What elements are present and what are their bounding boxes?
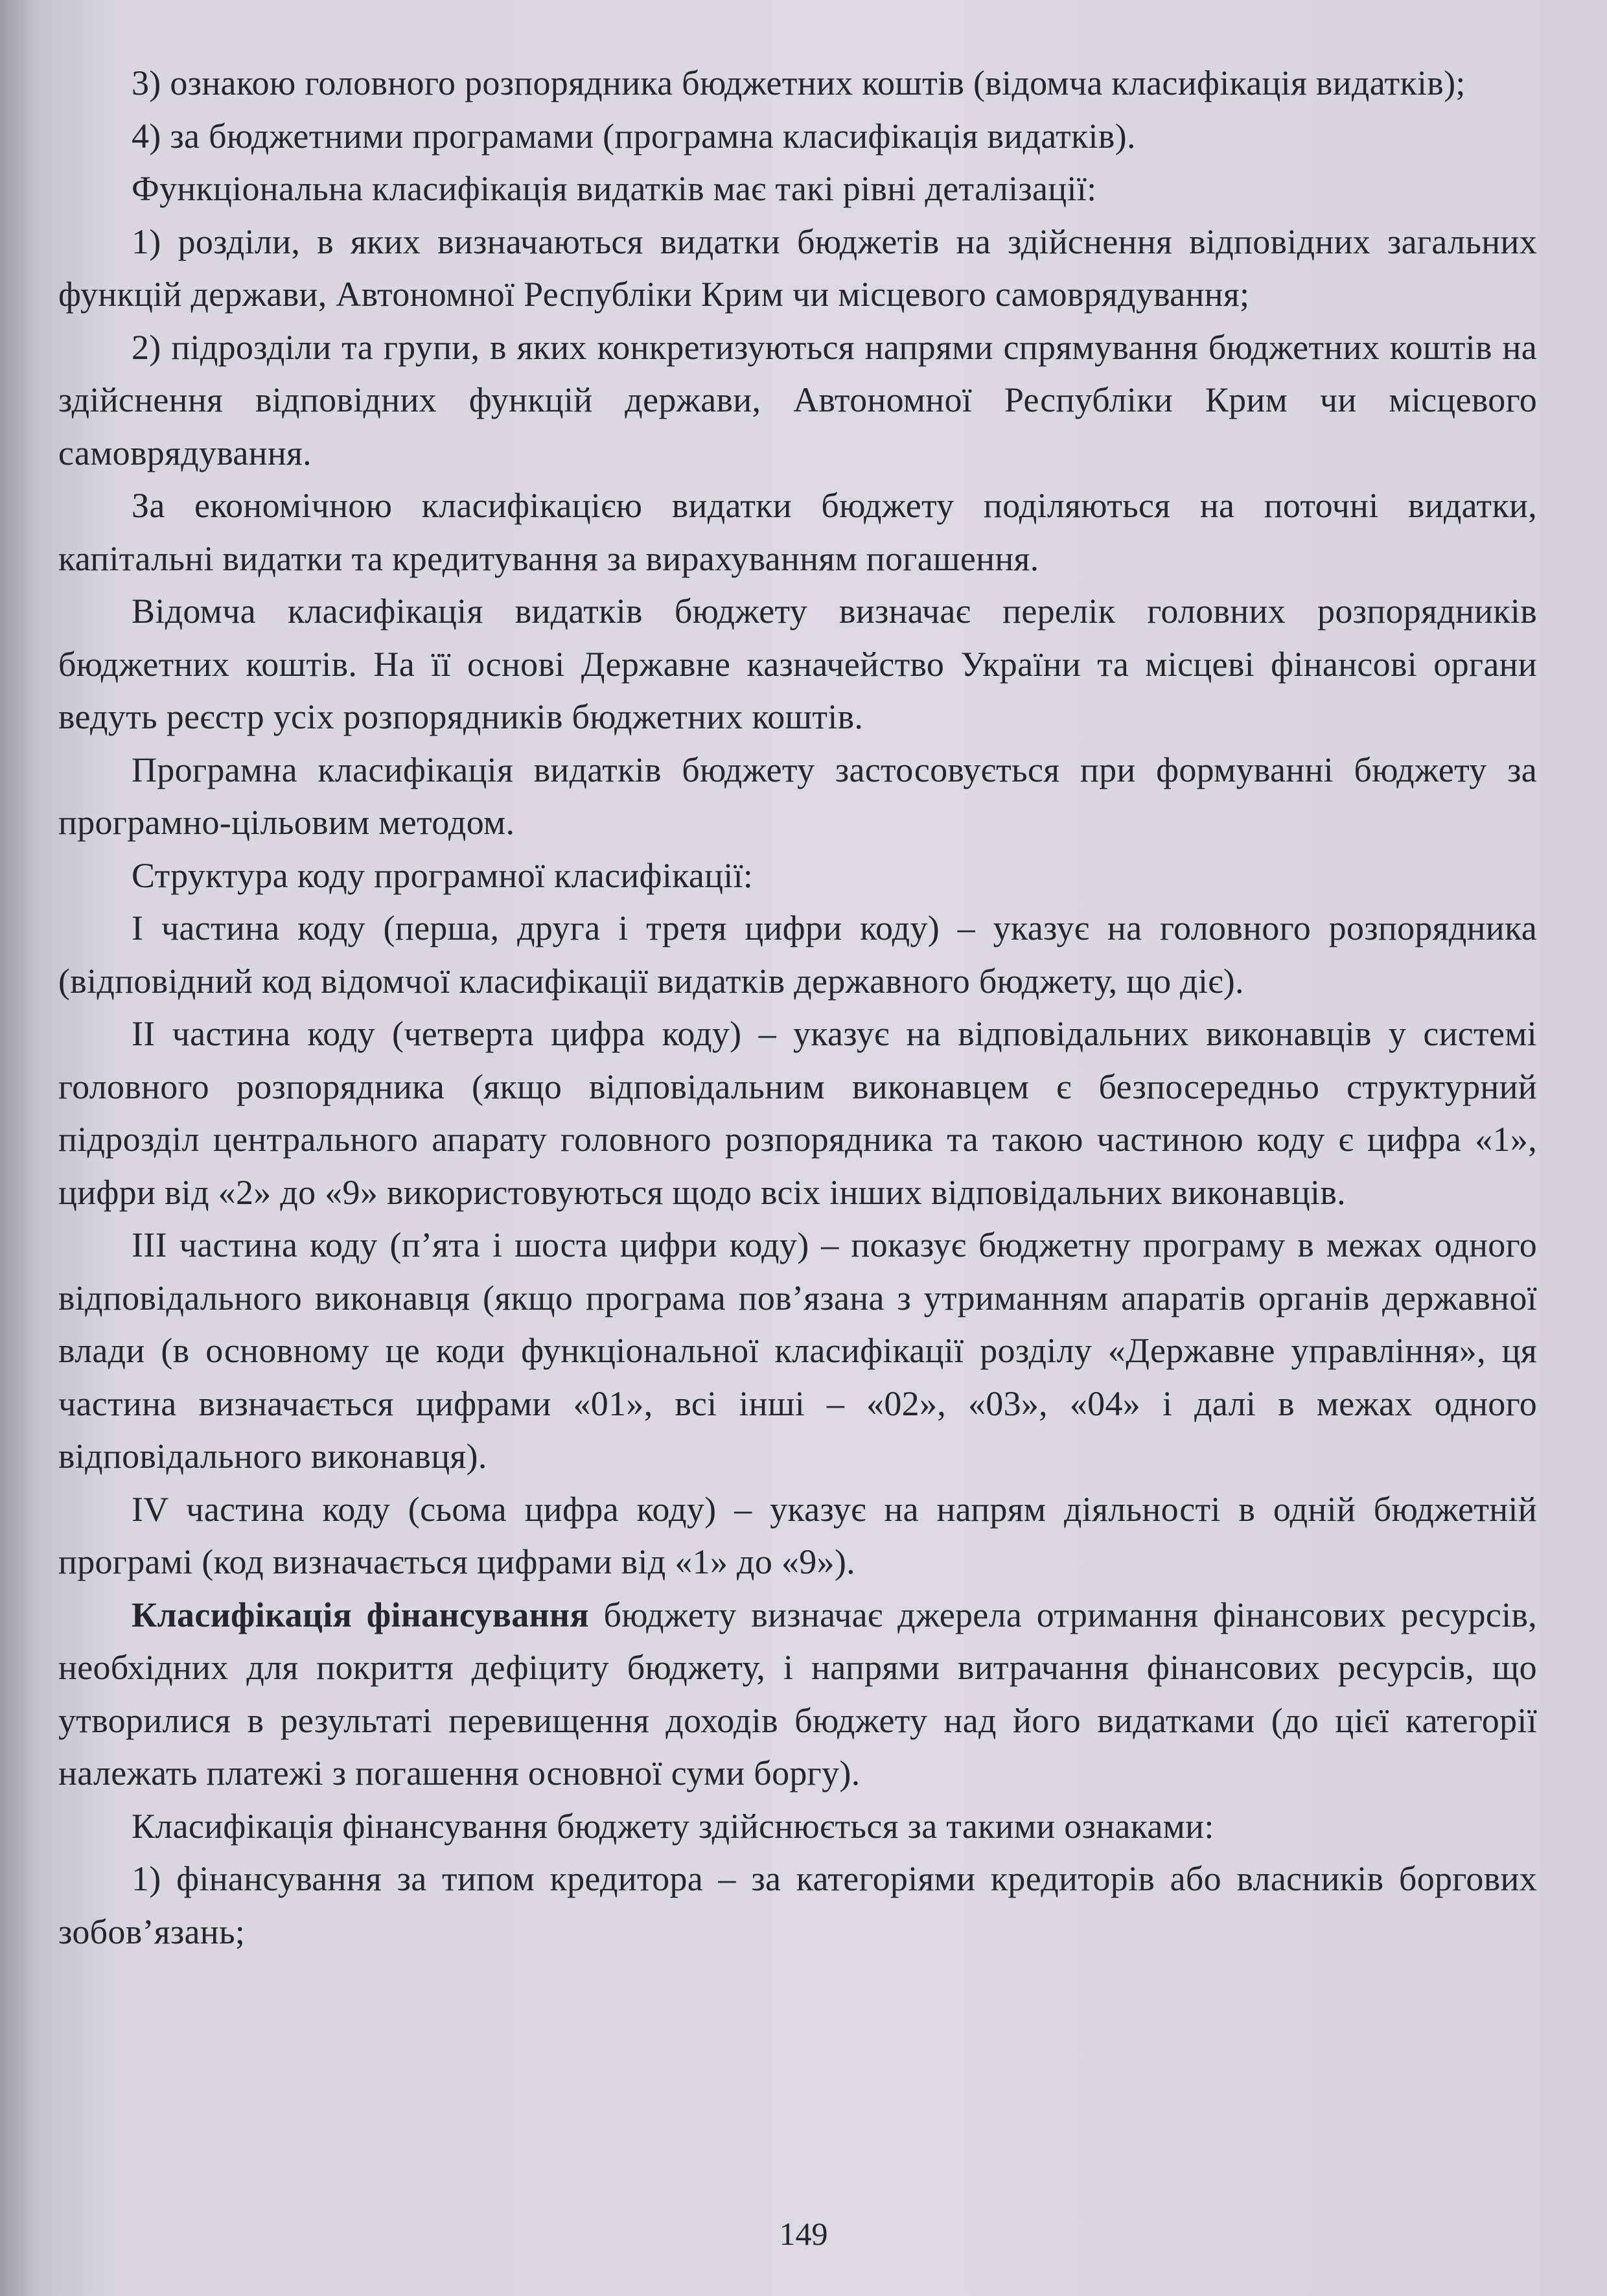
paragraph: 1) розділи, в яких визначаються видатки бюджетів на здійснення відповідних загальних функцій держави, Автономної Республіки Крим чи місцевого самоврядування; bbox=[58, 222, 1537, 314]
paragraph: 1) фінансування за типом кредитора – за категоріями кредиторів або власників боргових зобов’язань; bbox=[58, 1859, 1537, 1951]
financing-paragraph bbox=[58, 1589, 1537, 1800]
paragraph: Відомча класифікація видатків бюджету визначає перелік головних розпорядників бюджетних коштів. На її основі Державне казначейство України та місцеві фінансові органи ведуть реєстр усіх розпорядників бюджетних коштів. bbox=[58, 592, 1537, 736]
financing-term: Класифікація фінансування bbox=[132, 1595, 589, 1634]
paragraph: Програмна класифікація видатків бюджету застосовується при формуванні бюджету за програмно-цільовим методом. bbox=[58, 750, 1537, 842]
paragraph: ІІІ частина коду (п’ята і шоста цифри коду) – показує бюджетну програму в межах одного відповідального виконавця (якщо програма пов’язана з утриманням апаратів органів державної влади (в основному це коди функціональної класифікації розділу «Державне управління», ця частина визначається цифрами «01», всі інші – «02», «03», «04» і далі в межах одного відповідального виконавця). bbox=[58, 1225, 1537, 1476]
page-body bbox=[58, 57, 1537, 1958]
page-number: 149 bbox=[779, 2216, 828, 2252]
paragraph: 3) ознакою головного розпорядника бюджетних коштів (відомча класифікація видатків); bbox=[132, 64, 1466, 102]
paragraph: За економічною класифікацією видатки бюджету поділяються на поточні видатки, капітальні видатки та кредитування за вирахуванням погашення. bbox=[58, 486, 1537, 578]
paragraph: І частина коду (перша, друга і третя цифри коду) – указує на головного розпорядника (відповідний код відомчої класифікації видатків державного бюджету, що діє). bbox=[58, 909, 1537, 1001]
paragraph: Структура коду програмної класифікації: bbox=[132, 855, 754, 895]
financing-text: бюджету визначає джерела отримання фінансових ресурсів, необхідних для покриття дефіциту бюджету, і напрями витрачання фінансових ресурсів, що утворилися в результаті перевищення доходів бюджету над його видатками (до цієї категорії належать платежі з погашення основної суми боргу). bbox=[58, 1595, 1537, 1792]
paragraph: Класифікація фінансування бюджету здійснюється за такими ознаками: bbox=[132, 1806, 1214, 1846]
paragraph: 4) за бюджетними програмами (програмна класифікація видатків). bbox=[132, 116, 1136, 156]
paragraph: 2) підрозділи та групи, в яких конкретизуються напрями спрямування бюджетних коштів на здійснення відповідних функцій держави, Автономної Республіки Крим чи місцевого самоврядування. bbox=[58, 327, 1537, 472]
paragraph: ІІ частина коду (четверта цифра коду) – указує на відповідальних виконавців у системі головного розпорядника (якщо відповідальним виконавцем є безпосередньо структурний підрозділ центрального апарату головного розпорядника та такою частиною коду є цифра «1», цифри від «2» до «9» використовуються щодо всіх інших відповідальних виконавців. bbox=[58, 1014, 1537, 1212]
paragraph: Функціональна класифікація видатків має такі рівні деталізації: bbox=[132, 169, 1097, 208]
paragraph: ІV частина коду (сьома цифра коду) – указує на напрям діяльності в одній бюджетній програмі (код визначається цифрами від «1» до «9»). bbox=[58, 1489, 1537, 1581]
